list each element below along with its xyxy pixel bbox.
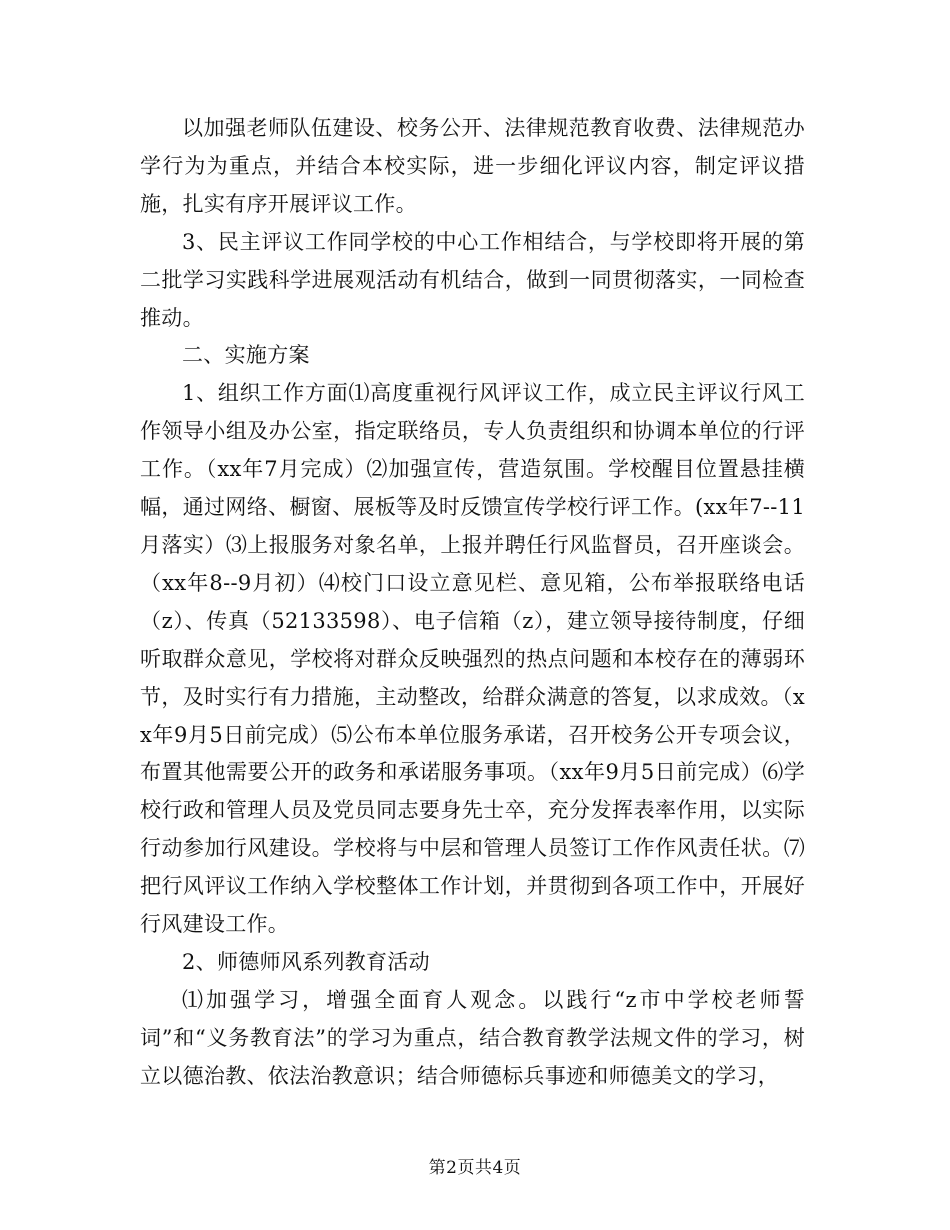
subheading-ethics-activities: 2、师德师风系列教育活动: [182, 949, 430, 974]
document-body: [140, 110, 805, 1096]
paragraph-study: ⑴加强学习，增强全面育人观念。以践行“z市中学校老师誓词”和“义务教育法”的学习为重点，结合教育教学法规文件的学习，树立以德治教、依法治教意识；结合师德标兵事迹和师德美文的学习，: [140, 987, 805, 1088]
paragraph-2: 3、民主评议工作同学校的中心工作相结合，与学校即将开展的第二批学习实践科学进展观活动有机结合，做到一同贯彻落实，一同检查推动。: [140, 229, 805, 330]
section-heading-implementation: 二、实施方案: [182, 343, 310, 368]
paragraph-organization: 1、组织工作方面⑴高度重视行风评议工作，成立民主评议行风工作领导小组及办公室，指定联络员，专人负责组织和协调本单位的行评工作。（xx年7月完成）⑵加强宣传，营造氛围。学校醒目位置悬挂横幅，通过网络、橱窗、展板等及时反馈宣传学校行评工作。(xx年7--11月落实）⑶上报服务对象名单，上报并聘任行风监督员，召开座谈会。（xx年8--9月初）⑷校门口设立意见栏、意见箱，公布举报联络电话（z）、传真（52133598）、电子信箱（z），建立领导接待制度，仔细听取群众意见，学校将对群众反映强烈的热点问题和本校存在的薄弱环节，及时实行有力措施，主动整改，给群众满意的答复，以求成效。（xx年9月5日前完成）⑸公布本单位服务承诺，召开校务公开专项会议，布置其他需要公开的政务和承诺服务事项。（xx年9月5日前完成）⑹学校行政和管理人员及党员同志要身先士卒，充分发挥表率作用，以实际行动参加行风建设。学校将与中层和管理人员签订工作作风责任状。⑺把行风评议工作纳入学校整体工作计划，并贯彻到各项工作中，开展好行风建设工作。: [140, 381, 805, 937]
page-number-footer: 第2页共4页: [428, 1158, 522, 1178]
paragraph-1: 以加强老师队伍建设、校务公开、法律规范教育收费、法律规范办学行为为重点，并结合本校实际，进一步细化评议内容，制定评议措施，扎实有序开展评议工作。: [140, 116, 805, 216]
